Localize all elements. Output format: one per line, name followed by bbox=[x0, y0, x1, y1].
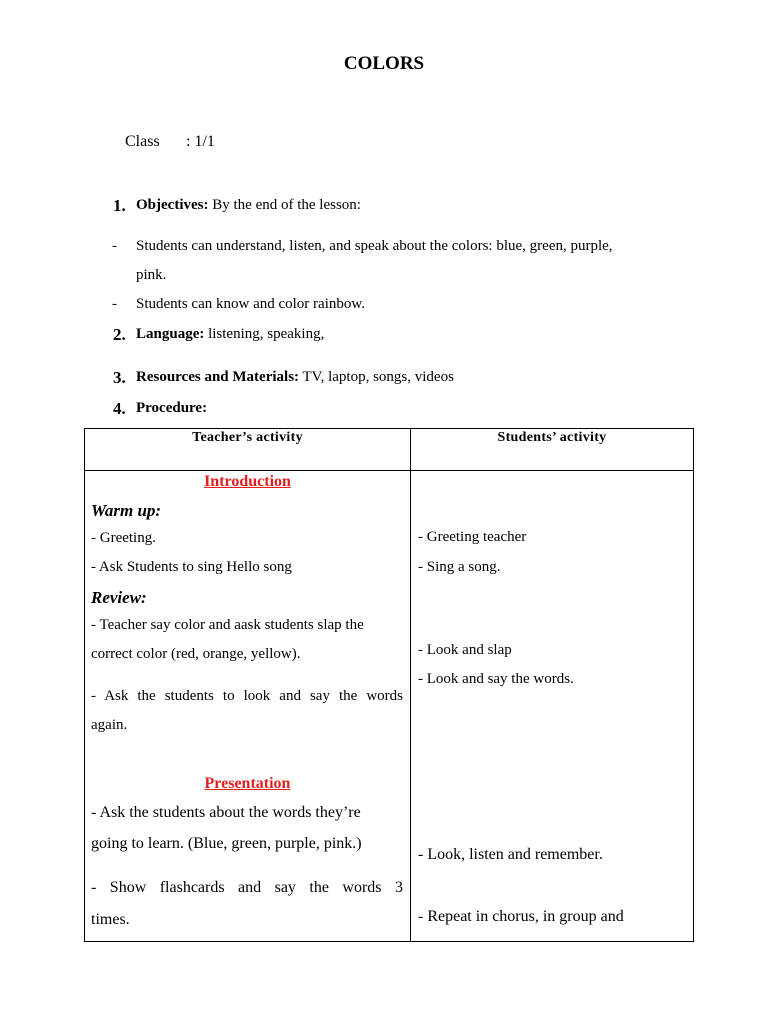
student-greeting: - Greeting teacher bbox=[418, 529, 527, 545]
review-heading: Review: bbox=[91, 588, 147, 607]
teacher-flashcards-line-1: - Show flashcards and say the words 3 bbox=[91, 879, 403, 896]
resources-line bbox=[136, 369, 454, 386]
teacher-look-line-1: - Ask the students to look and say the words bbox=[91, 688, 403, 704]
teacher-look-line-2: again. bbox=[91, 717, 128, 733]
objectives-line bbox=[136, 197, 361, 214]
language-number: 2. bbox=[113, 325, 126, 344]
teacher-presentation-line-1: - Ask the students about the words they’re bbox=[91, 804, 361, 821]
bullet-dash-2: - bbox=[112, 296, 117, 312]
student-sing: - Sing a song. bbox=[418, 559, 501, 575]
bullet-1-line-2: pink. bbox=[136, 267, 167, 283]
procedure-line bbox=[136, 400, 207, 417]
student-repeat: - Repeat in chorus, in group and bbox=[418, 908, 624, 925]
presentation-heading: Presentation bbox=[204, 775, 291, 792]
teacher-flashcards-line-2: times. bbox=[91, 911, 130, 928]
language-label: Language: bbox=[136, 326, 205, 342]
teacher-review-line-1: - Teacher say color and aask students slap the bbox=[91, 617, 364, 633]
table-border-right bbox=[693, 428, 694, 942]
table-border-bottom bbox=[84, 941, 694, 942]
objectives-label: Objectives: bbox=[136, 197, 209, 213]
objectives-text: By the end of the lesson: bbox=[212, 197, 361, 213]
table-border-top bbox=[84, 428, 694, 429]
bullet-dash-1: - bbox=[112, 238, 117, 254]
language-line bbox=[136, 326, 324, 343]
resources-label: Resources and Materials: bbox=[136, 369, 300, 385]
resources-text: TV, laptop, songs, videos bbox=[302, 369, 454, 385]
table-column-divider bbox=[410, 428, 411, 942]
header-teacher-activity: Teacher’s activity bbox=[192, 430, 303, 445]
language-text: listening, speaking, bbox=[208, 326, 325, 342]
class-value: : 1/1 bbox=[186, 133, 215, 150]
table-border-left bbox=[84, 428, 85, 942]
student-look-listen: - Look, listen and remember. bbox=[418, 846, 603, 863]
teacher-review-line-2: correct color (red, orange, yellow). bbox=[91, 646, 301, 662]
teacher-presentation-line-2: going to learn. (Blue, green, purple, pink.) bbox=[91, 835, 362, 852]
class-label: Class bbox=[125, 133, 160, 150]
introduction-heading: Introduction bbox=[204, 473, 291, 490]
student-look-slap: - Look and slap bbox=[418, 642, 512, 658]
table-header-divider bbox=[84, 470, 694, 471]
procedure-number: 4. bbox=[113, 399, 126, 418]
resources-number: 3. bbox=[113, 368, 126, 387]
warm-up-heading: Warm up: bbox=[91, 501, 162, 520]
objectives-number: 1. bbox=[113, 196, 126, 215]
student-look-say: - Look and say the words. bbox=[418, 671, 574, 687]
teacher-greeting: - Greeting. bbox=[91, 530, 156, 546]
bullet-1-line-1: Students can understand, listen, and speak about the colors: blue, green, purple, bbox=[136, 238, 613, 254]
bullet-2-line-1: Students can know and color rainbow. bbox=[136, 296, 365, 312]
header-students-activity: Students’ activity bbox=[497, 430, 607, 445]
procedure-label: Procedure: bbox=[136, 400, 208, 416]
page-title: COLORS bbox=[343, 53, 425, 74]
teacher-hello-song: - Ask Students to sing Hello song bbox=[91, 559, 292, 575]
